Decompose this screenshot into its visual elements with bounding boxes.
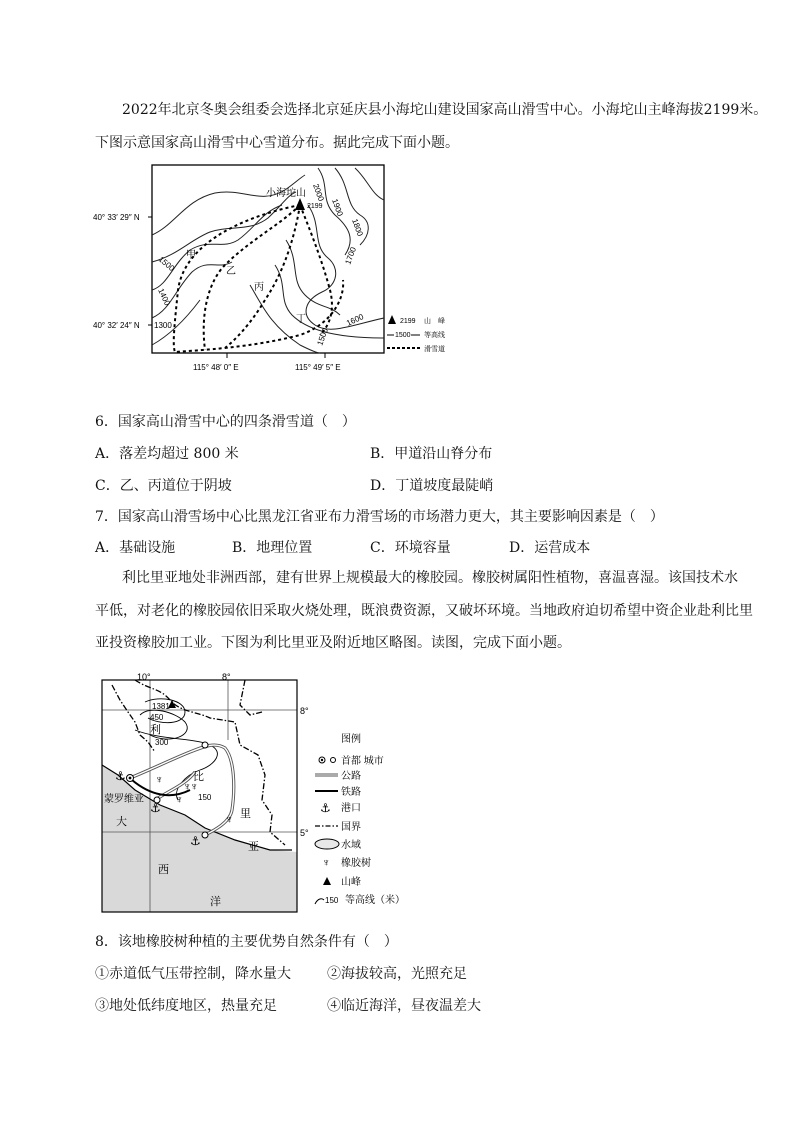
contour-label: 1500	[315, 326, 330, 347]
ocean-char: 洋	[210, 896, 221, 908]
run-bing: 丙	[254, 282, 264, 293]
legend-contour-val: 1500	[395, 332, 411, 339]
run-yi: 乙	[226, 266, 236, 277]
contour-label: 1800	[350, 217, 365, 238]
q8-stem: 8．该地橡胶树种植的主要优势自然条件有（ ）	[95, 934, 398, 950]
q8-option-4[interactable]: ④临近海洋，昼夜温差大	[327, 998, 481, 1014]
anchor-icon: ⚓	[150, 801, 161, 815]
capital-name: 蒙罗维亚	[104, 794, 144, 805]
lon-10: 10°	[137, 672, 151, 682]
liberia-map	[95, 665, 435, 920]
q6-option-b[interactable]: B．甲道沿山脊分布	[370, 446, 493, 462]
lon-right: 115° 49′ 5″ E	[295, 363, 341, 372]
rubber-tree-icon: ♆	[183, 781, 192, 793]
legend-peak: 山峰	[341, 877, 361, 888]
lon-left: 115° 48′ 0″ E	[193, 363, 239, 372]
rubber-tree-icon: ♆	[175, 794, 184, 806]
ocean-char: 大	[116, 816, 127, 828]
rubber-tree-icon: ♆	[190, 781, 199, 793]
legend-contour-val: 150	[325, 896, 339, 905]
country-char: 比	[193, 771, 204, 783]
legend-port: 港口	[341, 803, 361, 814]
intro2-line3: 亚投资橡胶加工业。下图为利比里亚及附近地区略图。读图，完成下面小题。	[95, 635, 571, 651]
contour-label: 1900	[330, 197, 345, 218]
q6-option-a[interactable]: A．落差均超过 800 米	[95, 446, 239, 462]
anchor-icon: ⚓	[320, 801, 331, 815]
peak-height: 2199	[307, 203, 323, 210]
legend-run: 滑雪道	[424, 346, 445, 353]
legend-city: 首都 城市	[341, 756, 384, 767]
legend-title: 图例	[341, 734, 361, 745]
lon-8: 8°	[222, 672, 231, 682]
legend-rubber: 橡胶树	[341, 858, 371, 869]
legend-road: 公路	[341, 771, 361, 782]
run-ding: 丁	[296, 314, 306, 325]
intro1-line2: 下图示意国家高山滑雪中心雪道分布。据此完成下面小题。	[95, 135, 459, 151]
q6-option-d[interactable]: D．丁道坡度最陡峭	[370, 478, 494, 494]
anchor-icon: ⚓	[190, 834, 201, 848]
peak-icon	[323, 877, 331, 885]
q8-option-2[interactable]: ②海拔较高，光照充足	[327, 966, 467, 982]
lat-bottom: 40° 32′ 24″ N	[93, 321, 140, 330]
contour-label: 1500	[156, 254, 177, 273]
peak-icon	[388, 315, 396, 324]
contour-label: 1400	[156, 287, 172, 307]
q8-option-1[interactable]: ①赤道低气压带控制，降水量大	[95, 966, 291, 982]
lat-top: 40° 33′ 29″ N	[93, 213, 140, 222]
legend-contour: 等高线（米）	[345, 895, 405, 906]
q7-option-d[interactable]: D．运营成本	[509, 540, 591, 556]
ocean-char: 西	[158, 864, 169, 876]
elev-1381: 1381	[152, 702, 170, 711]
peak-name: 小海坨山	[266, 188, 306, 199]
legend-border: 国界	[341, 822, 361, 833]
q7-option-c[interactable]: C．环境容量	[370, 540, 451, 556]
contour-label: 2000	[311, 182, 326, 203]
rubber-tree-icon: ♆	[225, 814, 234, 826]
q8-option-3[interactable]: ③地处低纬度地区，热量充足	[95, 998, 277, 1014]
country-char: 利	[150, 724, 161, 736]
legend-water: 水域	[341, 840, 361, 851]
run-jia: 甲	[186, 250, 196, 261]
ski-map	[90, 160, 470, 385]
q7-option-a[interactable]: A．基础设施	[95, 540, 176, 556]
legend-peak-val: 2199	[400, 318, 416, 325]
elev-450: 450	[150, 713, 164, 722]
q6-stem: 6．国家高山滑雪中心的四条滑雪道（ ）	[95, 414, 356, 430]
legend-railway: 铁路	[341, 787, 361, 798]
lat-5: 5°	[300, 828, 309, 838]
intro2-line1: 利比里亚地处非洲西部，建有世界上规模最大的橡胶园。橡胶树属阳性植物，喜温喜湿。该国技术水	[122, 570, 738, 586]
q7-option-b[interactable]: B．地理位置	[232, 540, 313, 556]
lat-8: 8°	[300, 706, 309, 716]
country-char: 亚	[248, 841, 259, 853]
rubber-tree-icon: ♆	[322, 857, 331, 869]
intro2-line2: 平低，对老化的橡胶园依旧采取火烧处理，既浪费资源，又破坏环境。当地政府迫切希望中资企业赴利比里	[95, 603, 753, 619]
anchor-icon: ⚓	[115, 769, 126, 783]
legend-contour: 等高线	[424, 332, 445, 339]
contour-label: 1700	[343, 245, 358, 266]
contour-label: 1300	[154, 321, 172, 330]
elev-150: 150	[198, 793, 212, 802]
elev-300: 300	[155, 738, 169, 747]
legend-peak: 山 峰	[424, 318, 445, 325]
country-char: 里	[240, 808, 251, 820]
contour-label: 1600	[345, 312, 365, 328]
intro1-line1: 2022年北京冬奥会组委会选择北京延庆县小海坨山建设国家高山滑雪中心。小海坨山主峰海拔2199米。	[122, 102, 768, 118]
q7-stem: 7．国家高山滑雪场中心比黑龙江省亚布力滑雪场的市场潜力更大，其主要影响因素是（ ）	[95, 509, 664, 525]
q6-option-c[interactable]: C．乙、丙道位于阴坡	[95, 478, 232, 494]
rubber-tree-icon: ♆	[155, 774, 164, 786]
